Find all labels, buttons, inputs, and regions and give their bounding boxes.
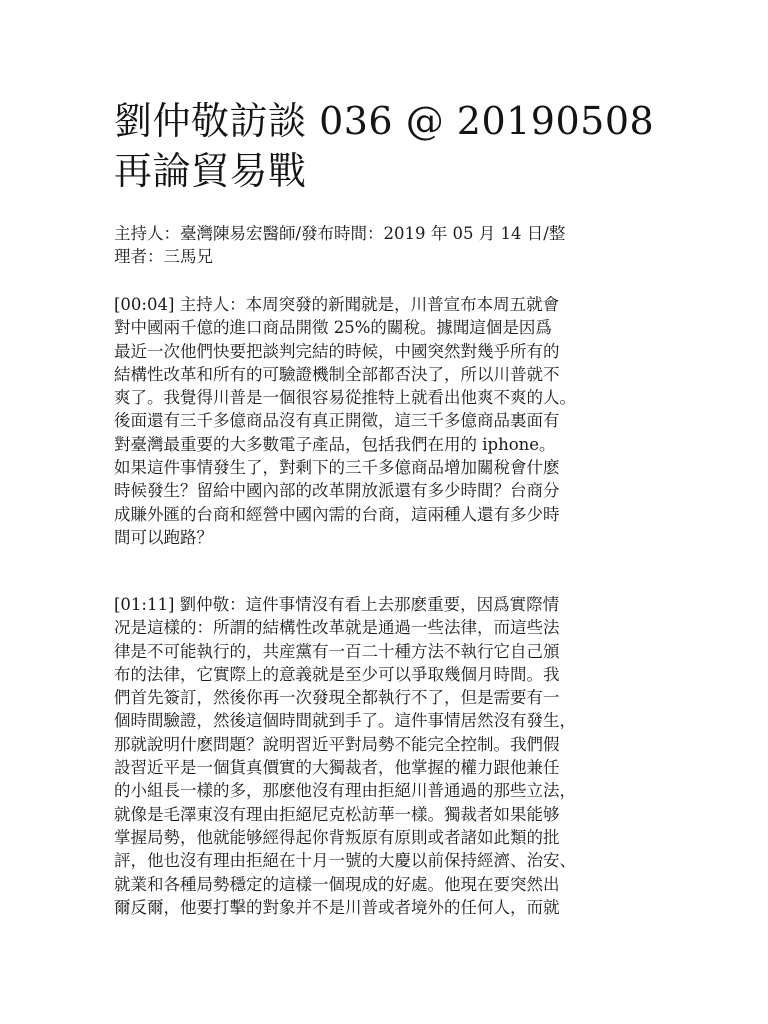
document-meta bbox=[114, 222, 654, 268]
title-line-2: 再論貿易戰 bbox=[114, 149, 307, 193]
paragraph-line: 時候發生？留給中國內部的改革開放派還有多少時間？台商分 bbox=[114, 481, 560, 501]
paragraph-line: 就業和各種局勢穩定的這樣一個現成的好處。他現在要突然出 bbox=[114, 874, 560, 894]
paragraph-line: 後面還有三千多億商品沒有真正開徵，這三千多億商品裏面有 bbox=[114, 411, 560, 431]
paragraph-line: 律是不可能執行的，共産黨有一百二十種方法不執行它自己頒 bbox=[114, 641, 560, 661]
paragraph-line: 那就說明什麽問題？說明習近平對局勢不能完全控制。我們假 bbox=[114, 734, 560, 754]
paragraph-line: 間可以跑路？ bbox=[114, 527, 213, 547]
paragraph-host-question bbox=[114, 293, 674, 549]
paragraph-line: 對中國兩千億的進口商品開徵 25%的關稅。據聞這個是因爲 bbox=[114, 318, 552, 338]
paragraph-line: 評，他也沒有理由拒絕在十月一號的大慶以前保持經濟、治安、 bbox=[114, 851, 576, 871]
paragraph-line: 况是這樣的：所謂的結構性改革就是通過一些法律，而這些法 bbox=[114, 618, 560, 638]
meta-line-1: 主持人：臺灣陳易宏醫師/發布時間：2019 年 05 月 14 日/整 bbox=[114, 224, 566, 243]
paragraph-line: 最近一次他們快要把談判完結的時候，中國突然對幾乎所有的 bbox=[114, 341, 560, 361]
paragraph-line: 個時間驗證，然後這個時間就到手了。這件事情居然沒有發生， bbox=[114, 711, 576, 731]
paragraph-line: 掌握局勢，他就能够經得起你背叛原有原則或者諸如此類的批 bbox=[114, 827, 560, 847]
paragraph-line: 對臺灣最重要的大多數電子產品，包括我們在用的 iphone。 bbox=[114, 434, 556, 454]
paragraph-line: [01:11] 劉仲敬：這件事情沒有看上去那麽重要，因爲實際情 bbox=[114, 595, 560, 614]
meta-line-2: 理者：三馬兄 bbox=[114, 247, 213, 266]
document-title bbox=[114, 96, 694, 196]
paragraph-line: [00:04] 主持人：本周突發的新聞就是，川普宣布本周五就會 bbox=[114, 295, 560, 314]
paragraph-line: 設習近平是一個貨真價實的大獨裁者，他掌握的權力跟他兼任 bbox=[114, 758, 560, 778]
paragraph-line: 的小組長一樣的多，那麽他沒有理由拒絕川普通過的那些立法， bbox=[114, 781, 576, 801]
paragraph-line: 們首先簽訂，然後你再一次發現全都執行不了，但是需要有一 bbox=[114, 688, 560, 708]
title-line-1: 劉仲敬訪談 036 @ 20190508 bbox=[114, 99, 655, 143]
paragraph-line: 如果這件事情發生了，對剩下的三千多億商品增加關稅會什麽 bbox=[114, 458, 560, 478]
paragraph-line: 爽了。我覺得川普是一個很容易從推特上就看出他爽不爽的人。 bbox=[114, 388, 576, 408]
paragraph-answer bbox=[114, 593, 674, 919]
paragraph-line: 布的法律，它實際上的意義就是至少可以爭取幾個月時間。我 bbox=[114, 664, 560, 684]
paragraph-line: 成賺外匯的台商和經營中國內需的台商，這兩種人還有多少時 bbox=[114, 504, 560, 524]
paragraph-line: 就像是毛澤東沒有理由拒絕尼克松訪華一樣。獨裁者如果能够 bbox=[114, 804, 560, 824]
paragraph-line: 結構性改革和所有的可驗證機制全部都否決了，所以川普就不 bbox=[114, 364, 560, 384]
paragraph-line: 爾反爾，他要打擊的對象并不是川普或者境外的任何人，而就 bbox=[114, 897, 560, 917]
